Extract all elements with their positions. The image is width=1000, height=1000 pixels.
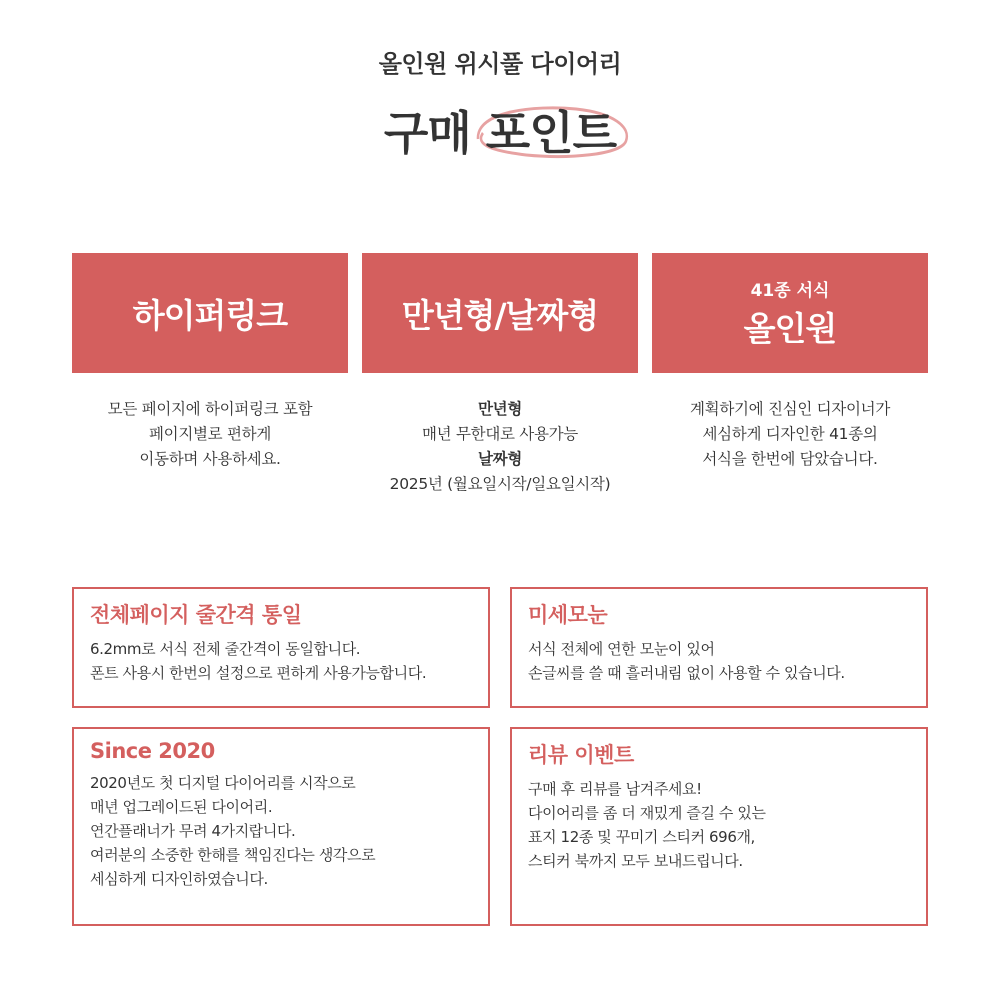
top-card-description	[362, 397, 638, 497]
top-card-description	[72, 397, 348, 472]
feature-card-line: 폰트 사용시 한번의 설정으로 편하게 사용가능합니다.	[90, 664, 427, 682]
feature-card-title: 미세모눈	[528, 603, 608, 627]
top-card-all-in-one	[652, 253, 928, 497]
feature-card-line: 6.2mm로 서식 전체 줄간격이 동일합니다.	[90, 640, 361, 658]
top-card-sublabel: 41종 서식	[750, 281, 830, 301]
feature-card-line: 연간플래너가 무려 4가지랍니다.	[90, 822, 296, 840]
title-part-1: 구매	[383, 106, 471, 160]
feature-card-since	[72, 727, 490, 926]
top-card-label: 만년형/날짜형	[401, 295, 599, 335]
title-part-2: 포인트	[485, 106, 617, 160]
desc-line-bold: 만년형	[477, 400, 523, 418]
feature-card-line: 매년 업그레이드된 다이어리.	[90, 798, 273, 816]
feature-card-line: 다이어리를 좀 더 재밌게 즐길 수 있는	[528, 804, 766, 822]
top-card-label-box	[362, 253, 638, 373]
top-card-label-box	[72, 253, 348, 373]
feature-card-line: 표지 12종 및 꾸미기 스티커 696개,	[528, 828, 755, 846]
top-card-hyperlink	[72, 253, 348, 497]
desc-line: 2025년 (월요일시작/일요일시작)	[389, 475, 611, 493]
title-highlight	[486, 97, 616, 163]
feature-card-line: 여러분의 소중한 한해를 책임진다는 생각으로	[90, 846, 376, 864]
feature-card-title: 전체페이지 줄간격 통일	[90, 603, 302, 627]
feature-card-line: 스티커 북까지 모두 보내드립니다.	[528, 852, 743, 870]
top-card-description	[652, 397, 928, 472]
feature-card-title: 리뷰 이벤트	[528, 743, 634, 767]
feature-card-grid	[510, 587, 928, 708]
desc-line-bold: 날짜형	[477, 450, 523, 468]
top-card-label: 하이퍼링크	[132, 295, 288, 335]
feature-card-line-spacing	[72, 587, 490, 708]
top-card-label: 올인원	[743, 309, 837, 348]
header	[0, 44, 1000, 163]
top-cards	[72, 253, 928, 497]
feature-card-line: 구매 후 리뷰를 남겨주세요!	[528, 780, 702, 798]
page-title	[384, 97, 616, 163]
desc-line: 계획하기에 진심인 디자이너가	[689, 400, 890, 418]
feature-card-review-event	[510, 727, 928, 926]
feature-card-line: 세심하게 디자인하였습니다.	[90, 870, 268, 888]
feature-card-line: 2020년도 첫 디지털 다이어리를 시작으로	[90, 774, 356, 792]
feature-card-line: 서식 전체에 연한 모눈이 있어	[528, 640, 715, 658]
desc-line: 세심하게 디자인한 41종의	[702, 425, 878, 443]
feature-card-line: 손글씨를 쓸 때 흘러내림 없이 사용할 수 있습니다.	[528, 664, 845, 682]
top-card-calendar-type	[362, 253, 638, 497]
desc-line: 모든 페이지에 하이퍼링크 포함	[107, 400, 313, 418]
top-card-label-box	[652, 253, 928, 373]
desc-line: 이동하며 사용하세요.	[139, 450, 281, 468]
page-subtitle: 올인원 위시풀 다이어리	[378, 50, 622, 78]
desc-line: 매년 무한대로 사용가능	[422, 425, 578, 443]
desc-line: 서식을 한번에 담았습니다.	[702, 450, 878, 468]
feature-card-title: Since 2020	[90, 739, 215, 763]
desc-line: 페이지별로 편하게	[148, 425, 271, 443]
